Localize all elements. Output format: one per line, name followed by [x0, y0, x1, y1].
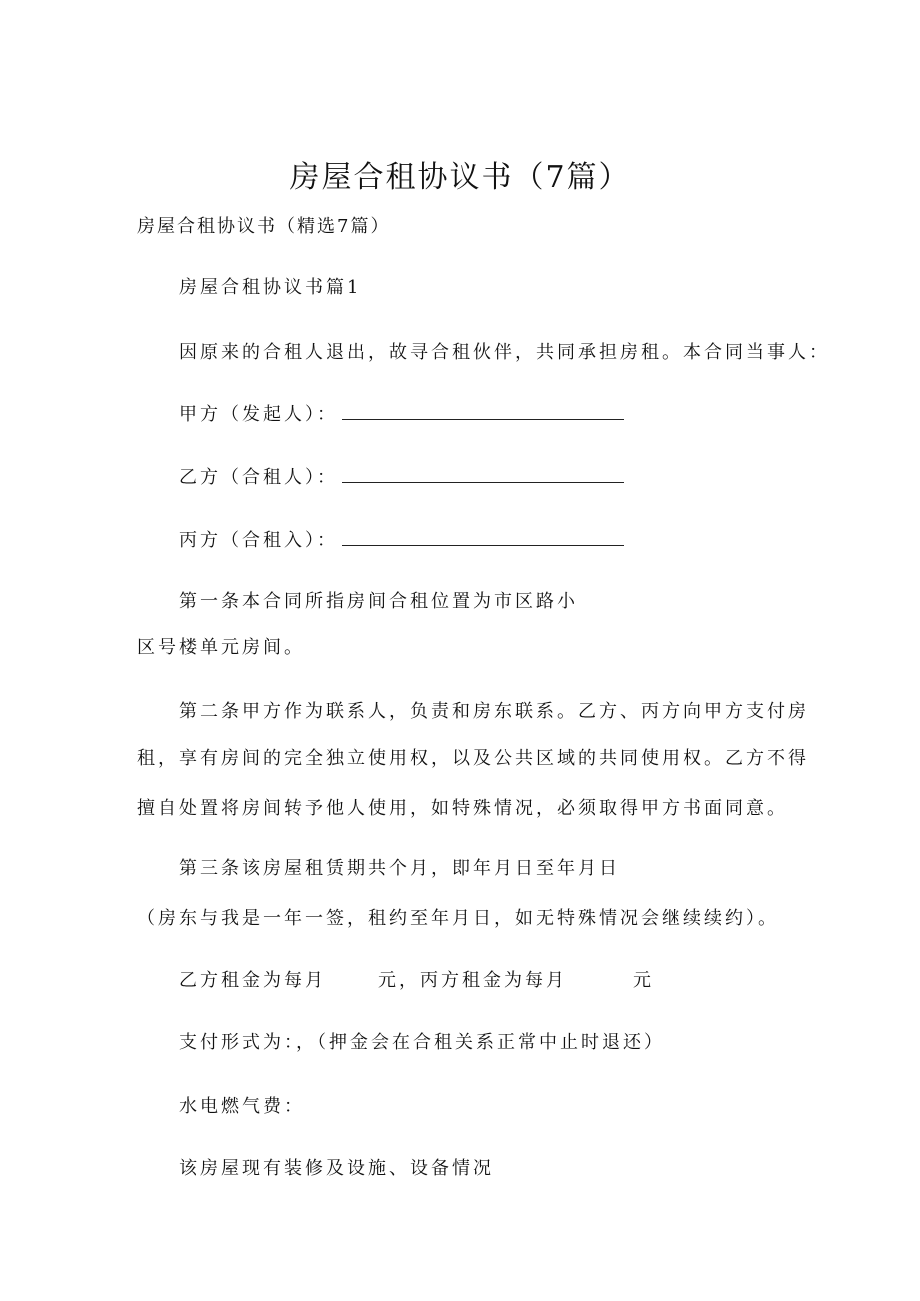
article1-line1: 第一条本合同所指房间合租位置为市区路小 [179, 591, 578, 612]
rent-part2: 元，丙方租金为每月 [378, 970, 567, 991]
party-b-blank [342, 464, 624, 483]
article2-line3: 擅自处置将房间转予他人使用，如特殊情况，必须取得甲方书面同意。 [137, 798, 788, 819]
intro-paragraph: 因原来的合租人退出，故寻合租伙伴，共同承担房租。本合同当事人： [179, 342, 830, 363]
article2-line1: 第二条甲方作为联系人，负责和房东联系。乙方、丙方向甲方支付房 [179, 701, 809, 722]
party-c-label: 丙方（合租入）： [179, 530, 338, 551]
party-c-blank [342, 527, 624, 546]
party-a-blank [342, 401, 624, 420]
payment-line: 支付形式为：，（押金会在合租关系正常中止时退还） [179, 1032, 665, 1053]
article3-line1: 第三条该房屋租赁期共个月，即年月日至年月日 [179, 858, 620, 879]
article1-line2: 区号楼单元房间。 [137, 637, 305, 658]
party-a-label: 甲方（发起人）： [179, 404, 338, 425]
rent-line [179, 966, 654, 992]
party-a-line [179, 400, 624, 426]
section-heading: 房屋合租协议书篇1 [179, 277, 362, 298]
rent-part1: 乙方租金为每月 [179, 970, 326, 991]
rent-part3: 元 [633, 970, 654, 991]
facilities-line: 该房屋现有装修及设施、设备情况 [179, 1158, 494, 1179]
document-title: 房屋合租协议书（7篇） [289, 160, 631, 195]
party-b-line [179, 463, 624, 489]
document-subtitle: 房屋合租协议书（精选7篇） [137, 216, 391, 237]
article3-line2: （房东与我是一年一签，租约至年月日，如无特殊情况会继续续约）。 [137, 908, 779, 929]
article2-line2: 租，享有房间的完全独立使用权，以及公共区域的共同使用权。乙方不得 [137, 748, 809, 769]
party-c-line [179, 526, 624, 552]
party-b-label: 乙方（合租人）： [179, 467, 338, 488]
utilities-line: 水电燃气费： [179, 1096, 305, 1117]
